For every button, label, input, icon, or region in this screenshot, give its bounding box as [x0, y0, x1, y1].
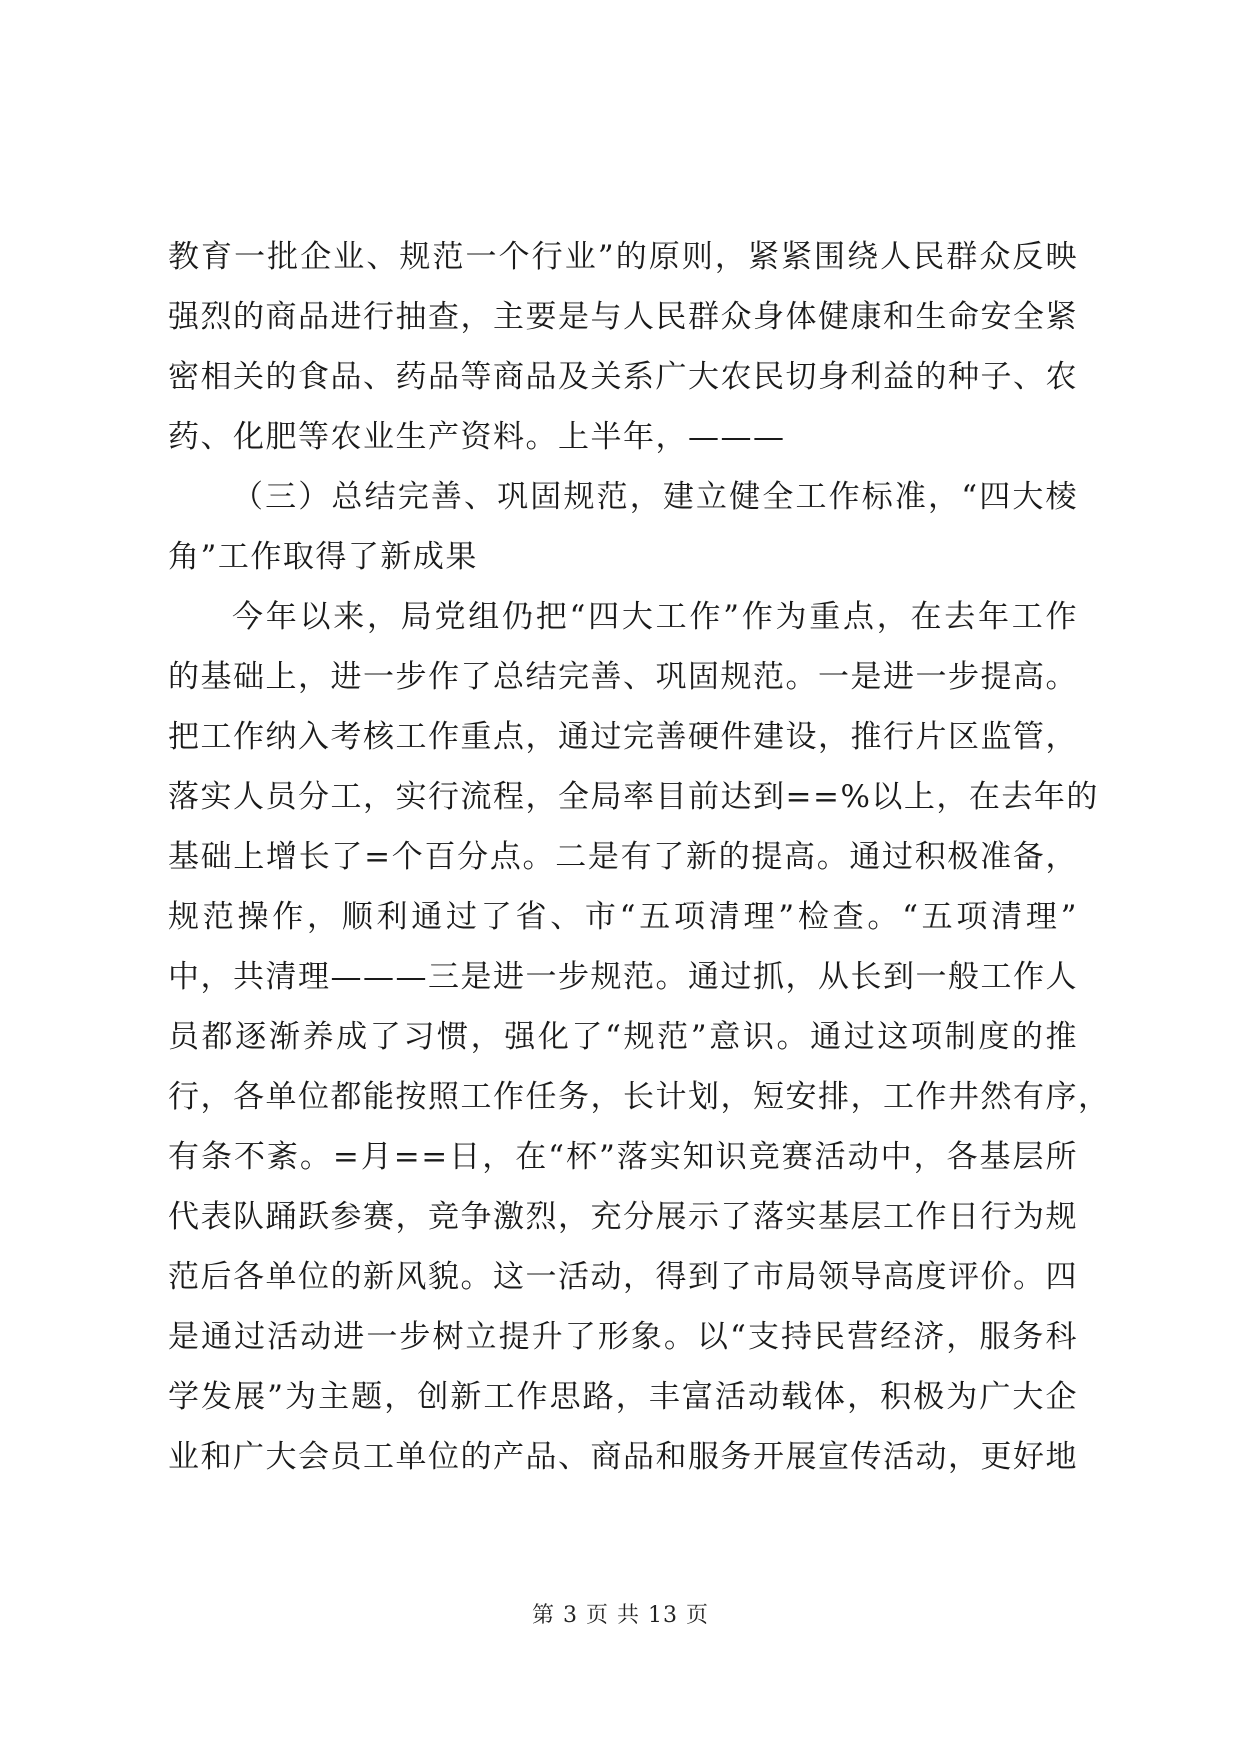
text-line: 代表队踊跃参赛，竞争激烈，充分展示了落实基层工作日行为规	[168, 1199, 1078, 1235]
section-heading-line: （三）总结完善、巩固规范，建立健全工作标准，“四大棱	[232, 479, 1078, 515]
text-line: 中，共清理———三是进一步规范。通过抓，从长到一般工作人	[168, 959, 1078, 995]
body-text	[168, 227, 1111, 1487]
text-line: 学发展”为主题，创新工作思路，丰富活动载体，积极为广大企	[168, 1379, 1078, 1415]
text-line: 员都逐渐养成了习惯，强化了“规范”意识。通过这项制度的推	[168, 1019, 1078, 1055]
section-heading-line: 角”工作取得了新成果	[168, 539, 478, 575]
page-number-footer: 第 3 页 共 13 页	[532, 1603, 709, 1628]
text-line: 有条不紊。=月==日，在“杯”落实知识竞赛活动中，各基层所	[168, 1139, 1078, 1175]
text-line: 今年以来，局党组仍把“四大工作”作为重点，在去年工作	[232, 599, 1078, 635]
text-line: 行，各单位都能按照工作任务，长计划，短安排，工作井然有序，	[168, 1079, 1111, 1115]
text-line: 规范操作，顺利通过了省、市“五项清理”检查。“五项清理”	[168, 899, 1078, 935]
text-line: 密相关的食品、药品等商品及关系广大农民切身利益的种子、农	[168, 359, 1078, 395]
text-line: 强烈的商品进行抽查，主要是与人民群众身体健康和生命安全紧	[168, 299, 1078, 335]
text-line: 业和广大会员工单位的产品、商品和服务开展宣传活动，更好地	[168, 1439, 1078, 1475]
text-line: 基础上增长了=个百分点。二是有了新的提高。通过积极准备，	[168, 839, 1078, 875]
text-line: 落实人员分工，实行流程，全局率目前达到==%以上，在去年的	[168, 779, 1099, 815]
text-line: 药、化肥等农业生产资料。上半年，———	[168, 419, 786, 455]
text-line: 范后各单位的新风貌。这一活动，得到了市局领导高度评价。四	[168, 1259, 1078, 1295]
text-line: 是通过活动进一步树立提升了形象。以“支持民营经济，服务科	[168, 1319, 1078, 1355]
text-line: 把工作纳入考核工作重点，通过完善硬件建设，推行片区监管，	[168, 719, 1078, 755]
text-line: 的基础上，进一步作了总结完善、巩固规范。一是进一步提高。	[168, 659, 1078, 695]
text-line: 教育一批企业、规范一个行业”的原则，紧紧围绕人民群众反映	[168, 239, 1078, 275]
